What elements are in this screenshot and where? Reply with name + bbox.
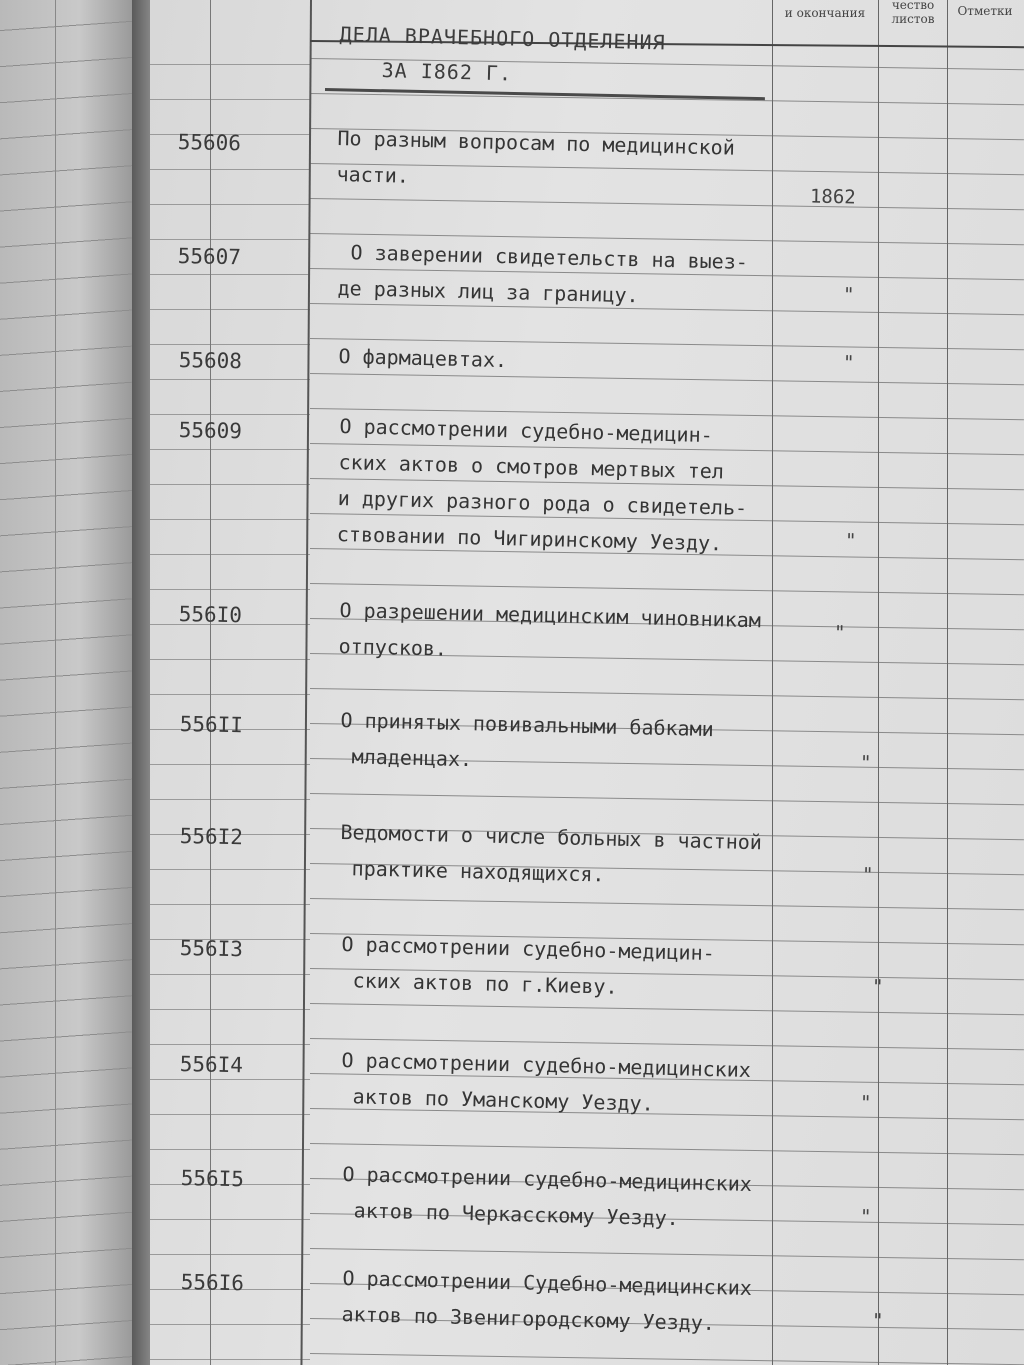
ruled-line <box>310 898 1024 910</box>
entry-description <box>339 702 714 783</box>
ruled-line <box>150 659 310 660</box>
ruled-line <box>150 1044 310 1045</box>
entry-year: " <box>859 751 872 775</box>
entry-description <box>339 814 762 896</box>
entry-year: " <box>842 351 855 375</box>
left-page-ruling <box>0 0 132 1365</box>
ruled-line <box>150 799 310 800</box>
entry-number: 556I3 <box>179 936 244 962</box>
section-title-line2: ЗА I862 Г. <box>381 58 513 86</box>
notes-column-header: Отметки <box>957 4 1013 18</box>
entry-number: 556II <box>178 712 243 738</box>
entry-description-line: О рассмотрении судебно-медицинских <box>341 1047 752 1082</box>
entry-description <box>338 338 507 378</box>
entry-description-line: актов по Уманскому Уезду. <box>340 1083 654 1116</box>
ruled-line <box>150 1359 310 1360</box>
ruled-line <box>150 414 310 415</box>
entry-description-line: и других разного рода о свидетель- <box>337 485 747 520</box>
entry-description-line: О рассмотрении судебно-медицин- <box>340 931 715 966</box>
sheets-column-header: чество листов <box>891 0 935 26</box>
entry-number: 55608 <box>178 348 242 374</box>
entry-number: 556I5 <box>180 1166 244 1192</box>
ruled-line <box>150 869 310 870</box>
entry-description-line: младенцах. <box>338 743 472 772</box>
entry-description-line: О фармацевтах. <box>338 343 508 373</box>
ruled-line <box>150 694 310 695</box>
ruled-line <box>310 1353 1024 1365</box>
ruled-line <box>310 793 1024 805</box>
ruled-line <box>150 274 310 275</box>
entry-description-line: О рассмотрении Судебно-медицинских <box>342 1265 753 1300</box>
ruled-line <box>150 1114 310 1115</box>
ruled-line <box>150 309 310 310</box>
ruled-line <box>150 764 310 765</box>
ruled-line <box>150 99 310 100</box>
ruled-line <box>150 169 310 170</box>
entry-number: 55606 <box>177 130 242 156</box>
entry-description <box>336 408 749 562</box>
entry-number: 55609 <box>178 418 243 444</box>
left-page-edge <box>0 0 132 1365</box>
entry-description-line: ских актов о смотров мертвых тел <box>337 449 724 484</box>
entry-description-line: актов по Черкасскому Уезду. <box>340 1197 679 1231</box>
ruled-line <box>310 688 1024 700</box>
entry-description <box>341 1156 752 1238</box>
book-gutter <box>132 0 152 1365</box>
number-column-line <box>210 0 211 1365</box>
entry-year: " <box>844 529 857 553</box>
entry-number: 556I4 <box>179 1052 244 1078</box>
ruled-line <box>150 204 310 205</box>
ruled-line <box>150 554 310 555</box>
ruled-line <box>310 1143 1024 1155</box>
ruled-line <box>150 904 310 905</box>
entry-number: 556I0 <box>178 602 243 628</box>
sheets-column-line <box>878 0 879 1365</box>
entry-year: " <box>833 621 846 645</box>
notes-column-line <box>947 0 948 1365</box>
entry-description <box>340 1042 751 1124</box>
ruled-line <box>310 1248 1024 1260</box>
entry-description <box>338 592 761 674</box>
entry-description-line: де разных лиц за границу. <box>336 275 639 308</box>
entry-description <box>337 234 748 316</box>
ruled-line <box>150 1254 310 1255</box>
entry-description-line: По разным вопросам по медицинской <box>337 125 736 160</box>
entry-year: " <box>842 283 855 307</box>
ruled-line <box>150 1324 310 1325</box>
entry-year: " <box>861 863 874 887</box>
entry-description-line: О принятых повивальными бабками <box>339 707 714 742</box>
entry-number: 55607 <box>177 244 242 270</box>
entry-description-line: ствовании по Чигиринскому Уезду. <box>336 521 722 556</box>
ruled-line <box>150 1079 310 1080</box>
entry-number: 556I2 <box>179 824 244 850</box>
ruled-line <box>150 1219 310 1220</box>
entry-description-line: О рассмотрении судебно-медицин- <box>338 413 713 448</box>
entry-description-line: отпусков. <box>338 633 448 661</box>
entry-description-line: О разрешении медицинским чиновникам <box>339 597 762 633</box>
left-page-column-line <box>55 0 56 1365</box>
entry-year: 1862 <box>809 185 857 209</box>
entry-description <box>336 120 735 202</box>
entry-description <box>340 926 715 1007</box>
ruled-line <box>150 239 310 240</box>
entry-year: " <box>871 1309 884 1333</box>
entry-description-line: практике находящихся. <box>339 855 605 887</box>
entry-description-line: О рассмотрении судебно-медицинских <box>341 1161 752 1196</box>
entry-year: " <box>859 1091 872 1115</box>
ruled-line <box>150 1009 310 1010</box>
entry-year: " <box>859 1205 872 1229</box>
ruled-line <box>150 344 310 345</box>
dates-column-line <box>772 0 773 1365</box>
entry-year: " <box>871 975 884 999</box>
ruled-line <box>150 449 310 450</box>
ruled-line <box>150 1149 310 1150</box>
entry-description-line: Ведомости о числе больных в частной <box>340 819 763 855</box>
entry-description-line: ских актов по г.Киеву. <box>339 967 618 999</box>
entry-number: 556I6 <box>180 1270 245 1296</box>
entry-description <box>341 1260 752 1342</box>
entry-description-line: части. <box>336 161 410 188</box>
ruled-line <box>150 519 310 520</box>
ruled-line <box>150 484 310 485</box>
ruled-line <box>150 589 310 590</box>
entry-description-line: актов по Звенигородскому Уезду. <box>341 1301 716 1336</box>
entry-description-line: О заверении свидетельств на выез- <box>337 239 748 274</box>
section-title-line1: ДЕЛА ВРАЧЕБНОГО ОТДЕЛЕНИЯ <box>339 22 666 55</box>
dates-column-header: и окончания <box>784 6 866 20</box>
ruled-line <box>150 64 310 65</box>
register-page <box>150 0 1024 1365</box>
ruled-line <box>150 379 310 380</box>
ruled-line <box>150 974 310 975</box>
